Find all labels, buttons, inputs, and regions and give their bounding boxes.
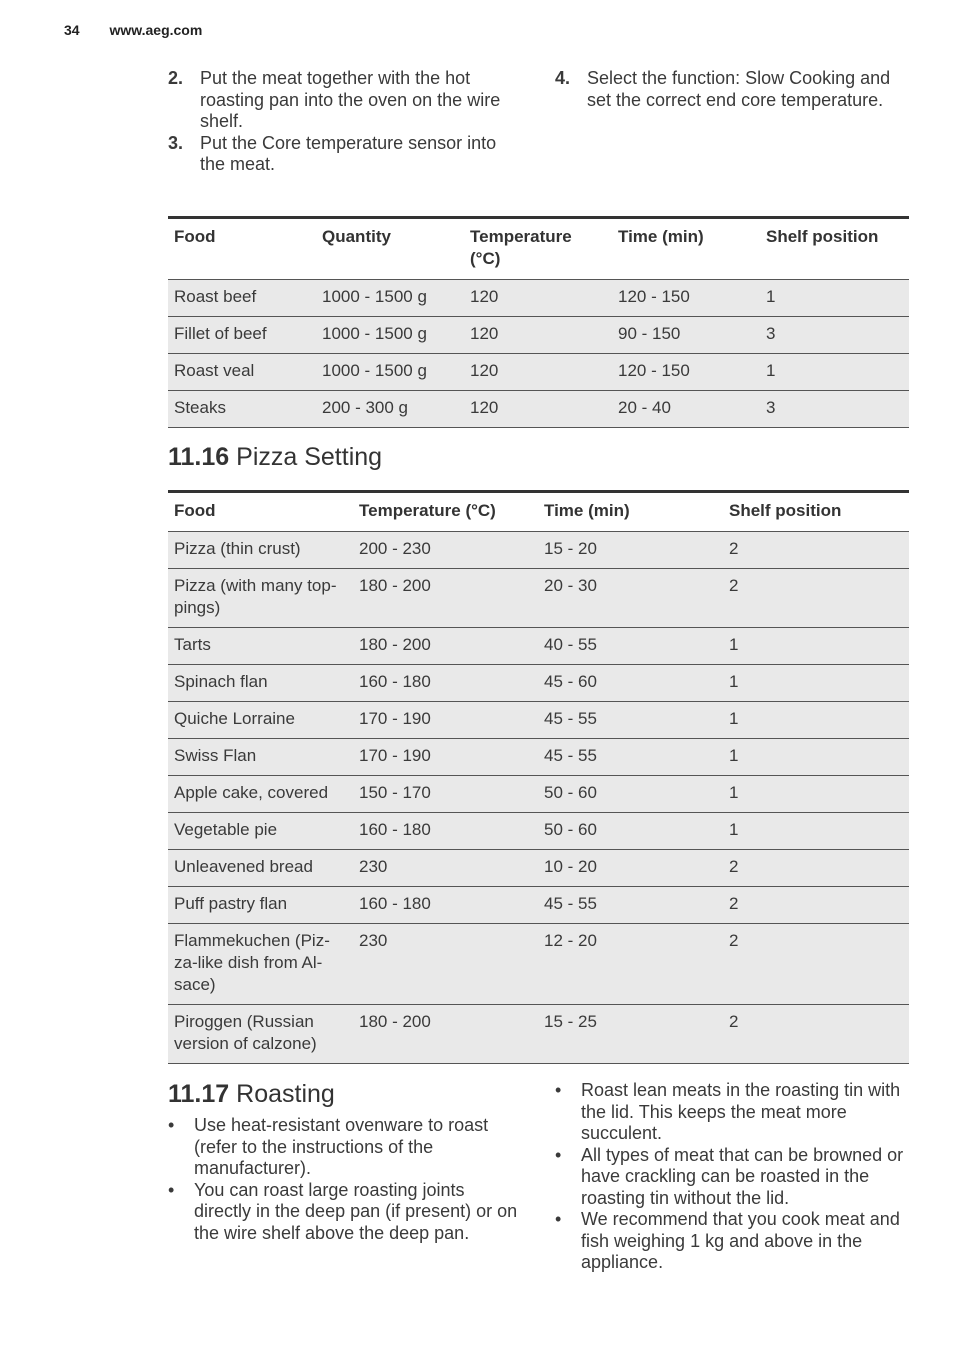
table-cell: 15 - 20 bbox=[538, 532, 723, 569]
table-cell: 1 bbox=[723, 702, 909, 739]
bullet-icon: • bbox=[168, 1179, 175, 1200]
table-cell: Flammekuchen (Piz-za-like dish from Al-sace) bbox=[168, 924, 353, 1005]
roasting-section bbox=[168, 1080, 909, 1274]
table-cell: Fillet of beef bbox=[168, 317, 316, 354]
bullet-icon: • bbox=[555, 1209, 562, 1229]
step-text: Put the Core temperature sensor into the meat. bbox=[200, 132, 497, 174]
table-cell: 2 bbox=[723, 887, 909, 924]
column-header: Time (min) bbox=[612, 218, 760, 280]
table-row bbox=[168, 813, 909, 850]
table-header-row bbox=[168, 492, 909, 532]
table-cell: 1 bbox=[760, 354, 909, 391]
steps-section bbox=[168, 68, 909, 176]
table-cell: 160 - 180 bbox=[353, 665, 538, 702]
list-item bbox=[168, 1115, 522, 1180]
table-cell: 20 - 40 bbox=[612, 391, 760, 428]
section-title: Pizza Setting bbox=[236, 443, 383, 471]
table-cell: 40 - 55 bbox=[538, 628, 723, 665]
table-cell: 20 - 30 bbox=[538, 569, 723, 628]
list-item-text: You can roast large roasting joints directly in the deep pan (if present) or on the wire shelf above the deep pan. bbox=[194, 1179, 518, 1243]
table-row bbox=[168, 665, 909, 702]
table-cell: 180 - 200 bbox=[353, 628, 538, 665]
table-cell: 1000 - 1500 g bbox=[316, 317, 464, 354]
table-cell: Roast veal bbox=[168, 354, 316, 391]
column-header: Food bbox=[168, 218, 316, 280]
table-cell: Unleavened bread bbox=[168, 850, 353, 887]
table-cell: 120 bbox=[464, 280, 612, 317]
table-row bbox=[168, 924, 909, 1005]
section-title: Roasting bbox=[236, 1080, 335, 1108]
table-cell: 180 - 200 bbox=[353, 1005, 538, 1064]
table-cell: 2 bbox=[723, 1005, 909, 1064]
table-row bbox=[168, 354, 909, 391]
table-cell: 90 - 150 bbox=[612, 317, 760, 354]
step-item bbox=[168, 68, 522, 133]
table-cell: 230 bbox=[353, 924, 538, 1005]
table-cell: 3 bbox=[760, 317, 909, 354]
table-cell: Pizza (with many top-pings) bbox=[168, 569, 353, 628]
table-cell: 160 - 180 bbox=[353, 887, 538, 924]
table-cell: 1 bbox=[723, 628, 909, 665]
table-row bbox=[168, 850, 909, 887]
table-cell: Vegetable pie bbox=[168, 813, 353, 850]
column-header: Shelf position bbox=[760, 218, 909, 280]
list-item bbox=[555, 1080, 909, 1145]
slow-cooking-table bbox=[168, 216, 909, 428]
table-cell: 170 - 190 bbox=[353, 739, 538, 776]
section-number: 11.16 bbox=[168, 443, 230, 471]
roasting-section-title bbox=[168, 1080, 522, 1109]
list-item-text: We recommend that you cook meat and fish weighing 1 kg and above in the appliance. bbox=[581, 1209, 900, 1272]
table-cell: 1 bbox=[723, 813, 909, 850]
table-cell: Tarts bbox=[168, 628, 353, 665]
page-header bbox=[64, 22, 202, 38]
steps-left-column bbox=[168, 68, 522, 176]
table-cell: 200 - 300 g bbox=[316, 391, 464, 428]
table-cell: Swiss Flan bbox=[168, 739, 353, 776]
table-row bbox=[168, 628, 909, 665]
pizza-section-title bbox=[168, 443, 382, 472]
table-cell: Piroggen (Russian version of calzone) bbox=[168, 1005, 353, 1064]
table-cell: 1 bbox=[723, 739, 909, 776]
table-cell: 10 - 20 bbox=[538, 850, 723, 887]
column-header: Quantity bbox=[316, 218, 464, 280]
list-item bbox=[168, 1180, 522, 1245]
pizza-setting-table bbox=[168, 490, 909, 1064]
column-header: Food bbox=[168, 492, 353, 532]
table-cell: 230 bbox=[353, 850, 538, 887]
table-cell: 45 - 55 bbox=[538, 887, 723, 924]
table-row bbox=[168, 1005, 909, 1064]
list-item-text: Roast lean meats in the roasting tin with the lid. This keeps the meat more succulent. bbox=[581, 1080, 901, 1143]
table-cell: Spinach flan bbox=[168, 665, 353, 702]
site-url: www.aeg.com bbox=[109, 22, 203, 38]
column-header: Shelf position bbox=[723, 492, 909, 532]
roasting-left-column bbox=[168, 1080, 522, 1274]
table-row bbox=[168, 317, 909, 354]
step-number: 4. bbox=[555, 68, 571, 88]
table-cell: 120 - 150 bbox=[612, 354, 760, 391]
table-cell: 1000 - 1500 g bbox=[316, 354, 464, 391]
step-text: Select the function: Slow Cooking and set the correct end core temperature. bbox=[587, 68, 891, 110]
table-cell: 1000 - 1500 g bbox=[316, 280, 464, 317]
step-number: 2. bbox=[168, 68, 184, 88]
table-header-row bbox=[168, 218, 909, 280]
steps-right-column bbox=[555, 68, 909, 176]
table-row bbox=[168, 532, 909, 569]
table-cell: 2 bbox=[723, 532, 909, 569]
table-row bbox=[168, 887, 909, 924]
column-header: Temperature (°C) bbox=[464, 218, 612, 280]
table-cell: Pizza (thin crust) bbox=[168, 532, 353, 569]
table-row bbox=[168, 391, 909, 428]
column-header: Temperature (°C) bbox=[353, 492, 538, 532]
table-cell: 120 bbox=[464, 354, 612, 391]
list-item-text: Use heat-resistant ovenware to roast (refer to the instructions of the manufacturer). bbox=[194, 1115, 489, 1178]
table-cell: 45 - 55 bbox=[538, 702, 723, 739]
table-cell: Steaks bbox=[168, 391, 316, 428]
table-cell: 12 - 20 bbox=[538, 924, 723, 1005]
list-item-text: All types of meat that can be browned or have crackling can be roasted in the roasting tin without the lid. bbox=[581, 1144, 904, 1208]
table-cell: Roast beef bbox=[168, 280, 316, 317]
table-cell: 2 bbox=[723, 569, 909, 628]
table-cell: 180 - 200 bbox=[353, 569, 538, 628]
bullet-icon: • bbox=[555, 1080, 562, 1100]
table-cell: 2 bbox=[723, 924, 909, 1005]
list-item bbox=[555, 1209, 909, 1274]
step-text: Put the meat together with the hot roasting pan into the oven on the wire shelf. bbox=[200, 68, 501, 131]
table-row bbox=[168, 702, 909, 739]
table-cell: 150 - 170 bbox=[353, 776, 538, 813]
table-cell: 45 - 60 bbox=[538, 665, 723, 702]
step-item bbox=[555, 68, 909, 111]
table-row bbox=[168, 776, 909, 813]
table-cell: 160 - 180 bbox=[353, 813, 538, 850]
table-cell: 3 bbox=[760, 391, 909, 428]
list-item bbox=[555, 1145, 909, 1210]
table-cell: 170 - 190 bbox=[353, 702, 538, 739]
step-number: 3. bbox=[168, 132, 184, 153]
table-row bbox=[168, 739, 909, 776]
table-cell: 1 bbox=[723, 665, 909, 702]
bullet-icon: • bbox=[555, 1144, 562, 1165]
section-number: 11.17 bbox=[168, 1080, 230, 1108]
table-cell: Puff pastry flan bbox=[168, 887, 353, 924]
table-cell: 50 - 60 bbox=[538, 776, 723, 813]
page-number: 34 bbox=[64, 22, 80, 38]
table-row bbox=[168, 569, 909, 628]
bullet-icon: • bbox=[168, 1115, 175, 1135]
table-cell: Apple cake, covered bbox=[168, 776, 353, 813]
table-cell: 120 - 150 bbox=[612, 280, 760, 317]
table-cell: 120 bbox=[464, 391, 612, 428]
column-header: Time (min) bbox=[538, 492, 723, 532]
table-row bbox=[168, 280, 909, 317]
table-cell: 15 - 25 bbox=[538, 1005, 723, 1064]
table-cell: 1 bbox=[760, 280, 909, 317]
table-cell: 45 - 55 bbox=[538, 739, 723, 776]
step-item bbox=[168, 133, 522, 176]
table-cell: 120 bbox=[464, 317, 612, 354]
roasting-right-column bbox=[555, 1080, 909, 1274]
table-cell: Quiche Lorraine bbox=[168, 702, 353, 739]
table-cell: 2 bbox=[723, 850, 909, 887]
table-cell: 1 bbox=[723, 776, 909, 813]
table-cell: 50 - 60 bbox=[538, 813, 723, 850]
table-cell: 200 - 230 bbox=[353, 532, 538, 569]
